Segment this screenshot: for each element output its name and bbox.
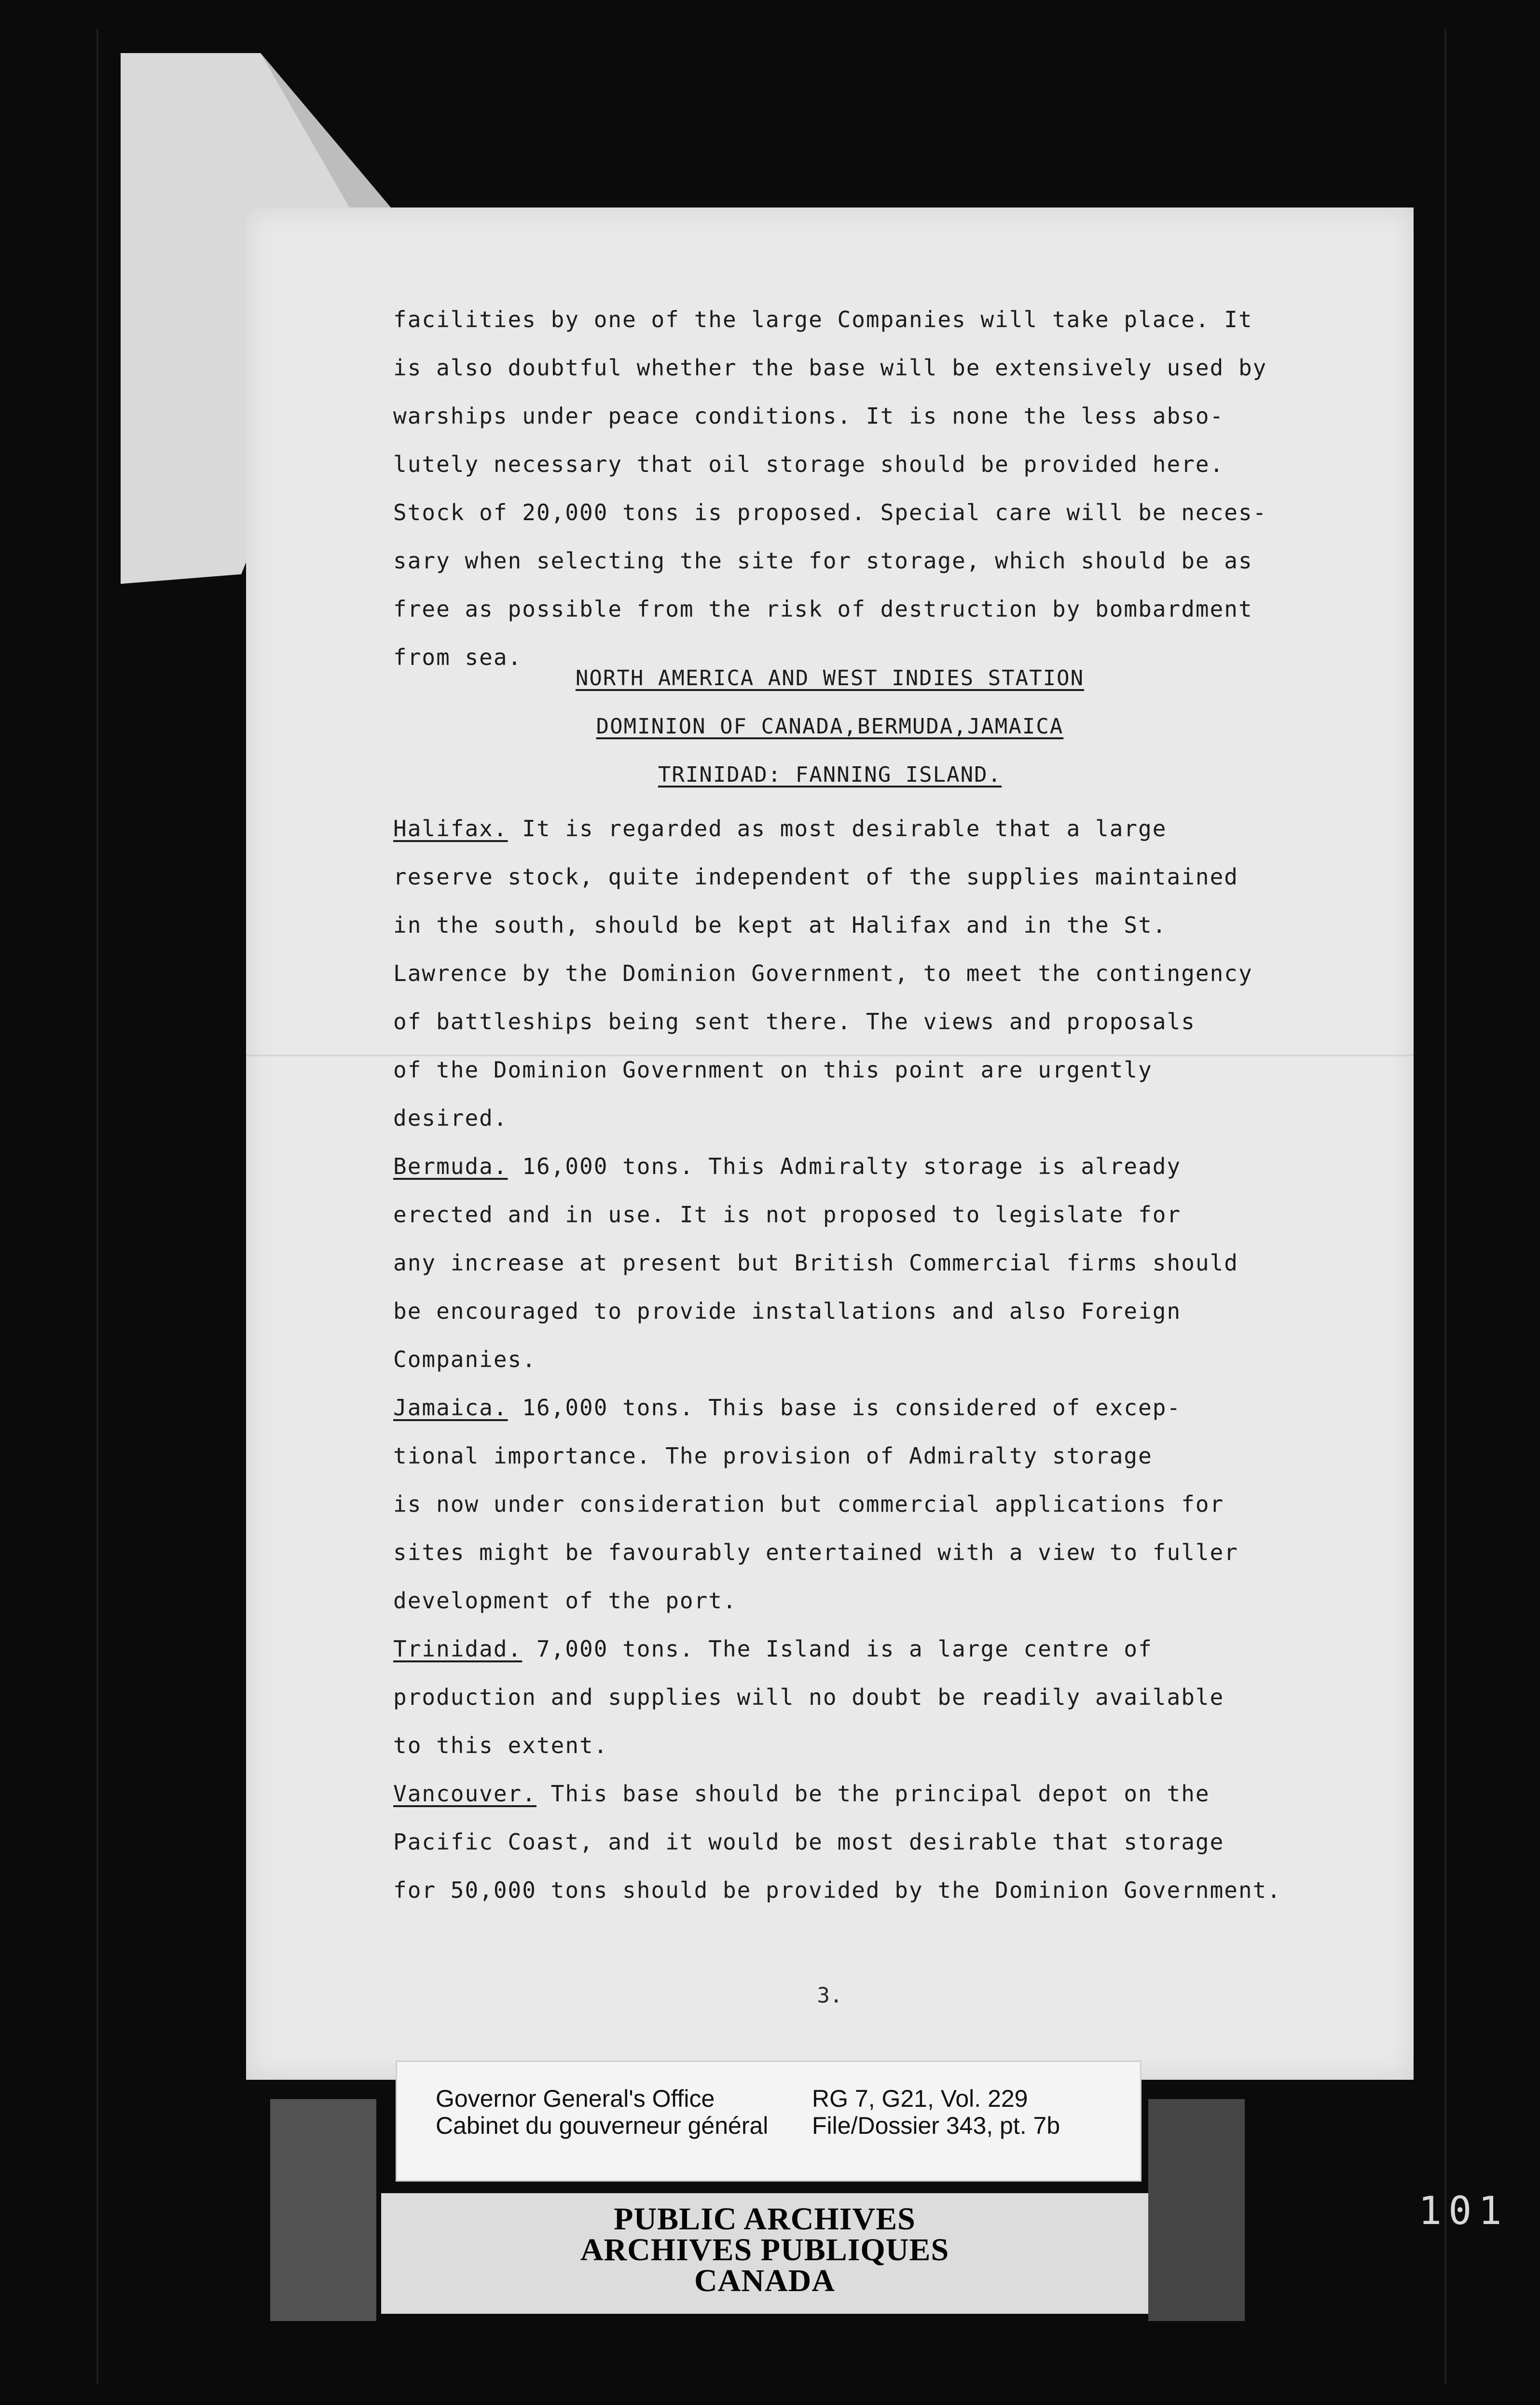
- jamaica-paragraph: [393, 1395, 1317, 1421]
- frame-number: 101: [1418, 2188, 1509, 2233]
- trinidad-paragraph: [393, 1636, 1317, 1662]
- text-line: Lawrence by the Dominion Government, to meet the contingency: [393, 960, 1253, 986]
- text-line: of battleships being sent there. The views and proposals: [393, 1009, 1196, 1035]
- text-line: from sea.: [393, 644, 522, 670]
- stamp-line: CANADA: [694, 2263, 835, 2298]
- stamp-line: ARCHIVES PUBLIQUES: [580, 2232, 949, 2267]
- text-line: tional importance. The provision of Admiralty storage: [393, 1443, 1153, 1469]
- record-group-reference: RG 7, G21, Vol. 229: [812, 2085, 1028, 2112]
- vancouver-label: Vancouver.: [393, 1781, 536, 1807]
- archive-reference-label: [396, 2060, 1141, 2182]
- text-line: erected and in use. It is not proposed to legislate for: [393, 1202, 1182, 1228]
- stamp-line: PUBLIC ARCHIVES: [614, 2201, 916, 2237]
- text-run: 16,000 tons. This base is considered of excep-: [508, 1395, 1182, 1421]
- text-run: This base should be the principal depot on the: [536, 1781, 1210, 1807]
- text-line: development of the port.: [393, 1588, 737, 1614]
- text-line: is also doubtful whether the base will be extensively used by: [393, 355, 1267, 381]
- text-line: reserve stock, quite independent of the supplies maintained: [393, 864, 1238, 890]
- text-line: is now under consideration but commercial applications for: [393, 1491, 1224, 1517]
- section-heading: NORTH AMERICA AND WEST INDIES STATION: [575, 666, 1085, 691]
- office-french: Cabinet du gouverneur général: [436, 2112, 769, 2139]
- bermuda-label: Bermuda.: [393, 1153, 508, 1179]
- text-line: facilities by one of the large Companies will take place. It: [393, 306, 1253, 332]
- page-crease: [246, 1054, 1414, 1056]
- vancouver-paragraph: [393, 1781, 1317, 1807]
- halifax-paragraph: [393, 815, 1317, 842]
- text-run: 7,000 tons. The Island is a large centre of: [522, 1636, 1153, 1662]
- bermuda-paragraph: [393, 1153, 1317, 1179]
- trinidad-label: Trinidad.: [393, 1636, 522, 1662]
- text-line: Companies.: [393, 1346, 536, 1372]
- text-line: Pacific Coast, and it would be most desirable that storage: [393, 1829, 1224, 1855]
- film-shadow: [1148, 2099, 1245, 2321]
- text-line: any increase at present but British Commercial firms should: [393, 1250, 1238, 1276]
- archives-stamp: [381, 2193, 1148, 2314]
- jamaica-label: Jamaica.: [393, 1395, 508, 1421]
- halifax-label: Halifax.: [393, 815, 508, 842]
- office-english: Governor General's Office: [436, 2085, 715, 2112]
- section-heading: DOMINION OF CANADA,BERMUDA,JAMAICA: [596, 714, 1064, 739]
- text-line: be encouraged to provide installations and also Foreign: [393, 1298, 1182, 1324]
- text-line: in the south, should be kept at Halifax and in the St.: [393, 912, 1167, 938]
- file-reference: File/Dossier 343, pt. 7b: [812, 2112, 1060, 2139]
- text-line: to this extent.: [393, 1732, 608, 1758]
- section-heading: TRINIDAD: FANNING ISLAND.: [658, 762, 1002, 787]
- text-line: for 50,000 tons should be provided by the Dominion Government.: [393, 1877, 1282, 1903]
- text-line: desired.: [393, 1105, 508, 1131]
- page-number: 3.: [817, 1983, 843, 2008]
- text-line: Stock of 20,000 tons is proposed. Special care will be neces-: [393, 499, 1267, 525]
- text-run: 16,000 tons. This Admiralty storage is already: [508, 1153, 1182, 1179]
- text-line: lutely necessary that oil storage should be provided here.: [393, 451, 1224, 477]
- text-line: free as possible from the risk of destruction by bombardment: [393, 596, 1253, 622]
- text-line: production and supplies will no doubt be readily available: [393, 1684, 1224, 1710]
- text-line: warships under peace conditions. It is none the less abso-: [393, 403, 1224, 429]
- text-line: sites might be favourably entertained with a view to fuller: [393, 1539, 1238, 1565]
- film-shadow: [270, 2099, 376, 2321]
- text-run: It is regarded as most desirable that a large: [508, 815, 1167, 842]
- document-page: [246, 207, 1414, 2080]
- text-line: sary when selecting the site for storage, which should be as: [393, 548, 1253, 574]
- text-line: of the Dominion Government on this point are urgently: [393, 1057, 1153, 1083]
